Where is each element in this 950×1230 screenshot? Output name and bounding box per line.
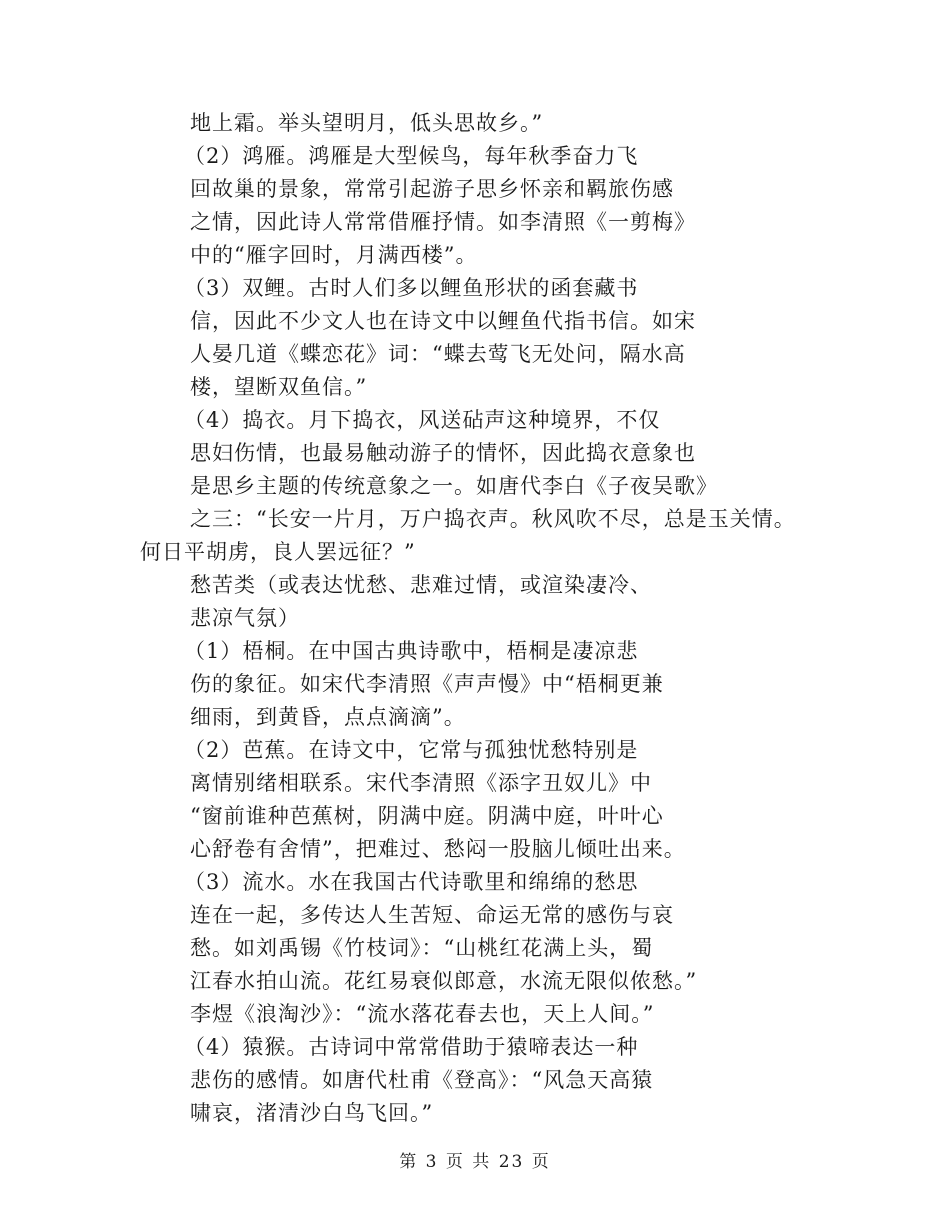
text-line: 离情别绪相联系。宋代李清照《添字丑奴儿》中 <box>190 771 652 795</box>
text-line: （4）捣衣。月下捣衣，风送砧声这种境界，不仅 <box>184 408 661 432</box>
text-line: “窗前谁种芭蕉树，阴满中庭。阴满中庭，叶叶心 <box>190 804 664 828</box>
text-line: 悲凉气氛） <box>190 606 300 630</box>
text-line: （2）鸿雁。鸿雁是大型候鸟，每年秋季奋力飞 <box>184 144 639 168</box>
text-line: 地上霜。举头望明月，低头思故乡。” <box>190 111 544 135</box>
text-line: 连在一起，多传达人生苦短、命运无常的感伤与哀 <box>190 903 674 927</box>
text-line: 伤的象征。如宋代李清照《声声慢》中“梧桐更兼 <box>190 672 664 696</box>
text-line: 之三：“长安一片月，万户捣衣声。秋风吹不尽，总是玉关情。 <box>190 507 796 531</box>
text-line: 李煜《浪淘沙》：“流水落花春去也，天上人间。” <box>190 1002 655 1026</box>
text-line: 之情，因此诗人常常借雁抒情。如李清照《一剪梅》 <box>190 210 696 234</box>
text-line: 愁苦类（或表达忧愁、悲难过情，或渲染凄冷、 <box>190 573 652 597</box>
text-line: 啸哀，渚清沙白鸟飞回。” <box>190 1101 434 1125</box>
text-line: （1）梧桐。在中国古典诗歌中，梧桐是凄凉悲 <box>184 639 639 663</box>
text-line: （3）流水。水在我国古代诗歌里和绵绵的愁思 <box>184 870 639 894</box>
text-line: 思妇伤情，也最易触动游子的情怀，因此捣衣意象也 <box>190 441 696 465</box>
text-line: （2）芭蕉。在诗文中，它常与孤独忧愁特别是 <box>184 738 639 762</box>
text-line: 愁。如刘禹锡《竹枝词》：“山桃红花满上头，蜀 <box>190 936 654 960</box>
text-line: 中的“雁字回时，月满西楼”。 <box>190 243 478 267</box>
text-line: 楼，望断双鱼信。” <box>190 375 368 399</box>
text-line: 心舒卷有舍情”，把难过、愁闷一股脑儿倾吐出来。 <box>190 837 686 861</box>
text-line: （4）猿猴。古诗词中常常借助于猿啼表达一种 <box>184 1035 639 1059</box>
text-line: 江春水拍山流。花红易衰似郎意，水流无限似侬愁。” <box>190 969 698 993</box>
text-line: 是思乡主题的传统意象之一。如唐代李白《子夜吴歌》 <box>190 474 718 498</box>
text-line: 信，因此不少文人也在诗文中以鲤鱼代指书信。如宋 <box>190 309 696 333</box>
text-line: （3）双鲤。古时人们多以鲤鱼形状的函套藏书 <box>184 276 639 300</box>
text-line: 人晏几道《蝶恋花》词：“蝶去莺飞无处问，隔水高 <box>190 342 686 366</box>
page-number-footer: 第 3 页 共 23 页 <box>399 1152 551 1172</box>
text-line: 回故巢的景象，常常引起游子思乡怀亲和羁旅伤感 <box>190 177 674 201</box>
text-line: 悲伤的感情。如唐代杜甫《登高》：“风急天高猿 <box>190 1068 654 1092</box>
text-line: 细雨，到黄昏，点点滴滴”。 <box>190 705 466 729</box>
text-line: 何日平胡虏，良人罢远征？” <box>140 540 416 564</box>
